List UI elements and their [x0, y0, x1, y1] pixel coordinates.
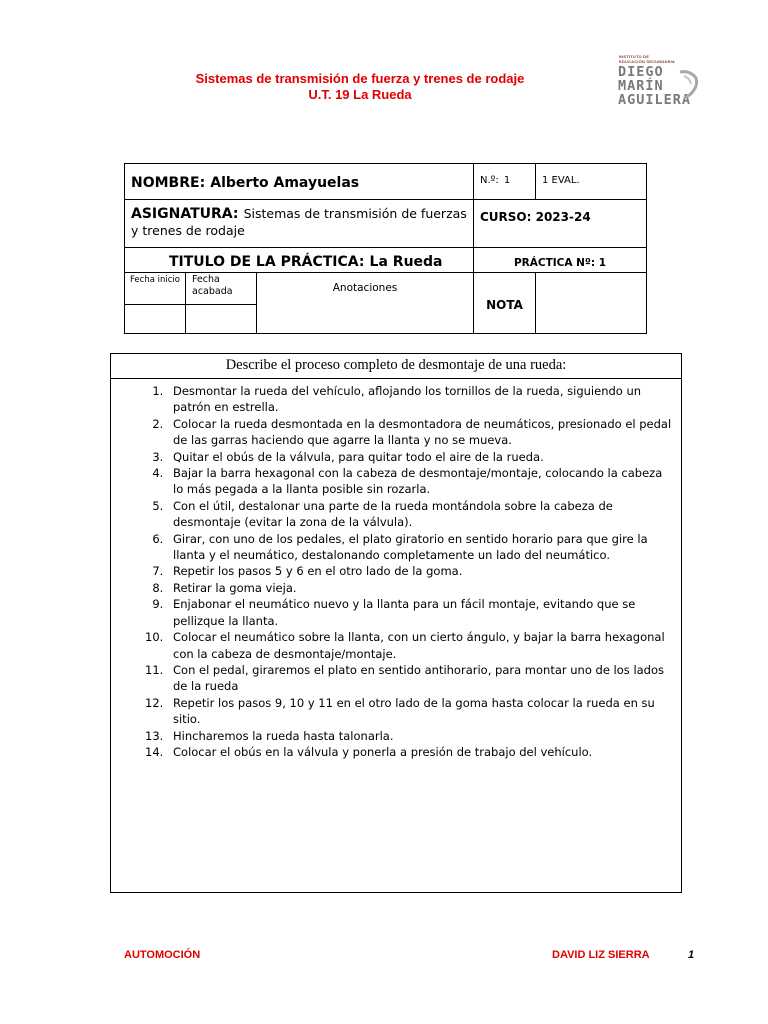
step-item: 10. Colocar el neumático sobre la llanta, con un cierto ángulo, y bajar la barra hexagonal con la cabeza de desmontaje/montaje. [167, 629, 675, 662]
school-logo [616, 52, 706, 112]
logo-emblem-icon [676, 68, 700, 102]
nota-value-cell [536, 273, 647, 334]
curso-cell [474, 200, 647, 248]
step-item: 13. Hincharemos la rueda hasta talonarla. [167, 728, 675, 744]
nombre-value: Alberto Amayuelas [210, 175, 360, 191]
titulo-cell [125, 248, 474, 273]
step-item: 1. Desmontar la rueda del vehículo, aflojando los tornillos de la rueda, siguiendo un patrón en estrella. [167, 383, 675, 416]
step-item: 11. Con el pedal, giraremos el plato en sentido antihorario, para montar uno de los lados de la rueda [167, 662, 675, 695]
fecha-acabada-cell [186, 273, 257, 305]
step-item: 9. Enjabonar el neumático nuevo y la llanta para un fácil montaje, evitando que se pellizque la llanta. [167, 596, 675, 629]
step-item: 12. Repetir los pasos 9, 10 y 11 en el otro lado de la goma hasta colocar la rueda en su sitio. [167, 695, 675, 728]
practica-cell [474, 248, 647, 273]
numero-label: N.º: [480, 175, 499, 186]
logo-word-aguilera: AGUILERA [618, 92, 692, 108]
logo-small-line2: EDUCACIÓN SECUNDARIA [619, 59, 676, 64]
step-item: 8. Retirar la goma vieja. [167, 580, 675, 596]
eval-cell [536, 164, 647, 200]
fecha-acabada-value-cell [186, 305, 257, 334]
steps-list [111, 383, 681, 760]
numero-value: 1 [503, 175, 511, 186]
fecha-acabada-label: Fecha acabada [192, 274, 233, 297]
titulo-label: TITULO DE LA PRÁCTICA: [169, 253, 365, 270]
anotaciones-label: Anotaciones [332, 282, 398, 294]
step-item: 7. Repetir los pasos 5 y 6 en el otro lado de la goma. [167, 563, 675, 579]
asignatura-cell [125, 200, 474, 248]
footer-left: AUTOMOCIÓN [124, 949, 201, 961]
step-item: 2. Colocar la rueda desmontada en la desmontadora de neumáticos, presionado el pedal de las garras haciendo que agarre la llanta y no se mueva. [167, 416, 675, 449]
nota-label: NOTA [486, 297, 523, 312]
fecha-inicio-cell [125, 273, 186, 305]
header-title-line2: U.T. 19 La Rueda [308, 87, 412, 102]
fecha-inicio-value-cell [125, 305, 186, 334]
step-item: 6. Girar, con uno de los pedales, el plato giratorio en sentido horario para que gire la llanta y el neumático, destalonando completamente un lado del neumático. [167, 531, 675, 564]
footer-author: DAVID LIZ SIERRA [552, 949, 650, 961]
titulo-value: La Rueda [369, 253, 443, 270]
logo-word-marin: MARÍN [618, 78, 664, 94]
logo-small-line1: INSTITUTO DE [619, 54, 650, 59]
question-box [110, 353, 682, 893]
nombre-label: NOMBRE: [131, 175, 206, 191]
practica-value: PRÁCTICA Nº: 1 [513, 256, 607, 269]
question-heading: Describe el proceso completo de desmontaje de una rueda: [111, 354, 681, 379]
anotaciones-cell [257, 273, 474, 334]
step-item: 4. Bajar la barra hexagonal con la cabeza de desmontaje/montaje, colocando la cabeza lo más pegada a la llanta posible sin rozarla. [167, 465, 675, 498]
step-item: 5. Con el útil, destalonar una parte de la rueda montándola sobre la cabeza de desmontaje (evitar la zona de la válvula). [167, 498, 675, 531]
logo-word-diego: DIEGO [618, 64, 664, 80]
numero-cell [474, 164, 536, 200]
eval-value: 1 EVAL. [542, 175, 580, 186]
asignatura-label: ASIGNATURA: [131, 206, 239, 222]
step-item: 14. Colocar el obús en la válvula y ponerla a presión de trabajo del vehículo. [167, 744, 675, 760]
student-info-table [124, 163, 647, 334]
header-title-line1: Sistemas de transmisión de fuerza y trenes de rodaje [195, 71, 525, 86]
step-item: 3. Quitar el obús de la válvula, para quitar todo el aire de la rueda. [167, 449, 675, 465]
curso-value: CURSO: 2023-24 [480, 210, 591, 224]
page-number: 1 [688, 949, 695, 961]
nota-cell [474, 273, 536, 334]
asignatura-value: Sistemas de transmisión de fuerzas y trenes de rodaje [131, 206, 467, 238]
fecha-inicio-label: Fecha inicio [130, 275, 180, 285]
nombre-cell [125, 164, 474, 200]
